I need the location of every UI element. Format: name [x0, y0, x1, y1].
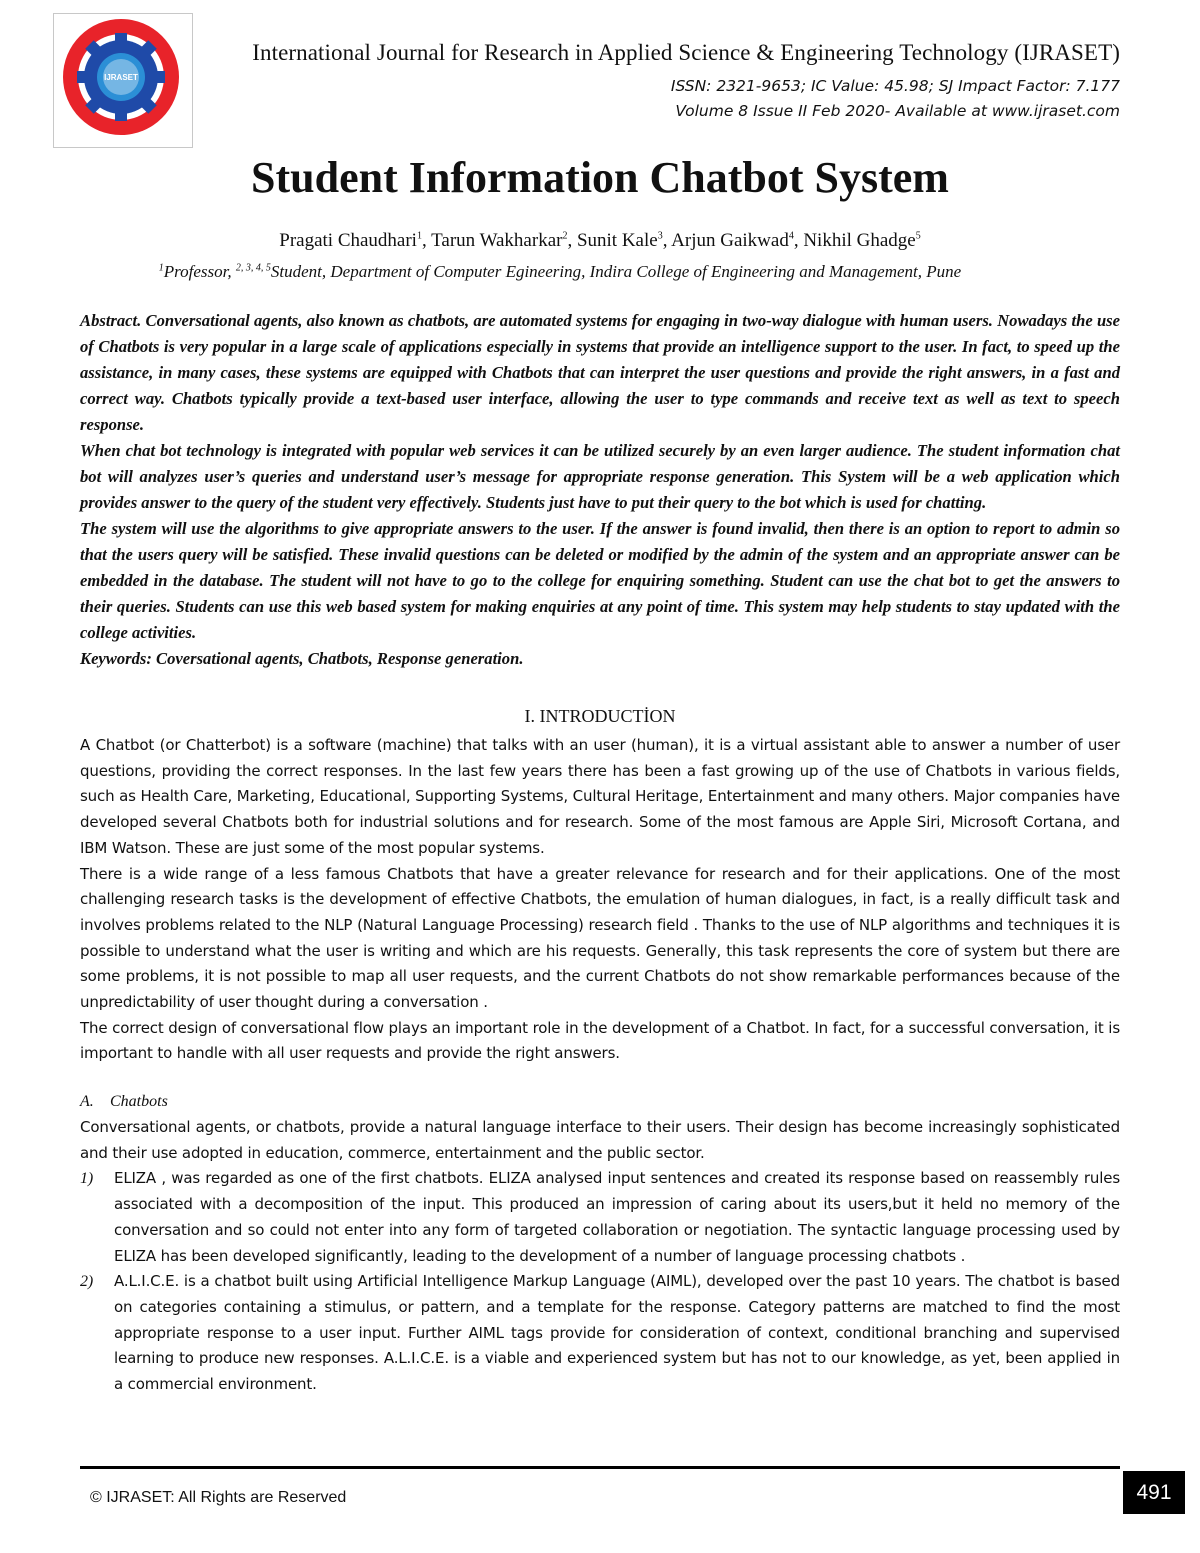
subsection-heading-chatbots: A. Chatbots	[80, 1093, 168, 1110]
introduction-body	[80, 733, 1120, 1067]
journal-logo	[53, 13, 193, 148]
issn-line: ISSN: 2321-9653; IC Value: 45.98; SJ Impact Factor: 7.177	[670, 77, 1120, 95]
logo-center-text: IJRASET	[104, 73, 138, 82]
author-name: Sunit Kale	[576, 230, 658, 251]
abstract-paragraph: When chat bot technology is integrated with popular web services it can be utilized securely by an even larger audience. The student information chat bot will analyzes user’s queries and understand user’s message for appropriate response generation. This System will be a web application which provides answer to the query of the student very effectively. Students just have to put their query to the bot which is used for chatting.	[80, 441, 1120, 512]
author-sup: 4	[788, 230, 794, 242]
author-sup: 5	[915, 230, 921, 242]
author-name: Tarun Wakharkar	[431, 230, 563, 251]
body-paragraph: A Chatbot (or Chatterbot) is a software (machine) that talks with an user (human), it is a virtual assistant able to answer a number of user questions, providing the correct responses. In the last few years there has been a fast growing up of the use of Chatbots in various fields, such as Health Care, Marketing, Educational, Supporting Systems, Cultural Heritage, Entertainment and many others. Major companies have developed several Chatbots both for industrial solutions and for research. Some of the most famous are Apple Siri, Microsoft Cortana, and IBM Watson. These are just some of the most popular systems.	[80, 736, 1120, 857]
section-heading-introduction: I. INTRODUCTİON	[524, 706, 676, 726]
affiliation: $^1$Professor, $^{2, 3, 4, 5}$Student, Department of Computer Egineering, Indira College of Engineering and Management, Pune	[158, 262, 962, 281]
list-item-number: 1)	[80, 1170, 94, 1188]
author-name: Pragati Chaudhari	[279, 230, 417, 251]
author-list: Pragati Chaudhari$^1$, Tarun Wakharkar$^2$, Sunit Kale$^3$, Arjun Gaikwad$^4$, Nikhil Ghadge$^5$	[279, 230, 921, 251]
body-paragraph: Conversational agents, or chatbots, provide a natural language interface to their users. Their design has become increasingly sophisticated and their use adopted in education, commerce, entertainment and the public sector.	[80, 1118, 1120, 1162]
abstract-paragraph: The system will use the algorithms to give appropriate answers to the user. If the answer is found invalid, then there is an option to report to admin so that the users query will be satisfied. These invalid questions can be deleted or modified by the admin of the system and an appropriate answer can be embedded in the database. The student will not have to go to the college for enquiring something. Student can use the chat bot to get the answers to their queries. Students can use this web based system for making enquiries at any point of time. This system may help students to stay updated with the college activities.	[80, 519, 1120, 642]
body-paragraph: The correct design of conversational flow plays an important role in the development of a Chatbot. In fact, for a successful conversation, it is important to handle with all user requests and provide the right answers.	[80, 1018, 1120, 1063]
list-item	[80, 1166, 1120, 1269]
list-item-text: A.L.I.C.E. is a chatbot built using Artificial Intelligence Markup Language (AIML), developed over the past 10 years. The chatbot is based on categories containing a stimulus, or pattern, and a template for the response. Category patterns are matched to find the most appropriate response to a user input. Further AIML tags provide for consideration of context, conditional branching and supervised learning to produce new responses. A.L.I.C.E. is a viable and experienced system but has not to our knowledge, as yet, been applied in a commercial environment.	[114, 1272, 1120, 1394]
author-sup: 3	[657, 230, 663, 242]
chatbots-body	[80, 1115, 1120, 1398]
ijraset-gear-logo-icon	[54, 14, 192, 147]
volume-line: Volume 8 Issue II Feb 2020- Available at www.ijraset.com	[675, 102, 1120, 120]
list-item	[80, 1269, 1120, 1398]
abstract	[80, 308, 1120, 672]
list-item-text: ELIZA , was regarded as one of the first chatbots. ELIZA analysed input sentences and created its response based on reassembly rules associated with a decomposition of the input. This produced an impression of caring about its users,but it held no memory of the conversation and so could not enter into any form of targeted collaboration or negotiation. The syntactic language processing used by ELIZA has been developed significantly, leading to the development of a number of language processing chatbots .	[114, 1169, 1120, 1265]
author-sup: 2	[562, 230, 568, 242]
keywords: Keywords: Coversational agents, Chatbots, Response generation.	[80, 649, 524, 668]
author-sup: 1	[416, 230, 422, 242]
footer-divider	[80, 1466, 1120, 1469]
footer-copyright: © IJRASET: All Rights are Reserved	[90, 1489, 347, 1506]
author-name: Nikhil Ghadge	[803, 230, 916, 251]
abstract-paragraph: Abstract. Conversational agents, also known as chatbots, are automated systems for engaging in two-way dialogue with human users. Nowadays the use of Chatbots is very popular in a large scale of applications especially in systems that provide an intelligence support to the user. In fact, to speed up the assistance, in many cases, these systems are equipped with Chatbots that can interpret the user questions and provide the right answers, in a fast and correct way. Chatbots typically provide a text-based user interface, allowing the user to type commands and receive text as well as text to speech response.	[80, 311, 1120, 434]
list-item-number: 2)	[80, 1273, 94, 1291]
page-number: 491	[1123, 1471, 1185, 1514]
author-name: Arjun Gaikwad	[671, 230, 789, 251]
body-paragraph: There is a wide range of a less famous Chatbots that have a greater relevance for research and for their applications. One of the most challenging research tasks is the development of effective Chatbots, the emulation of human dialogues, in fact, is a really difficult task and involves problems related to the NLP (Natural Language Processing) research field . Thanks to the use of NLP algorithms and techniques it is possible to understand what the user is writing and which are his requests. Generally, this task represents the core of system but there are some problems, it is not possible to map all user requests, and the current Chatbots do not show remarkable performances because of the unpredictability of user thought during a conversation .	[80, 864, 1120, 1012]
paper-title: Student Information Chatbot System	[251, 153, 949, 202]
journal-title: International Journal for Research in Applied Science & Engineering Technology (IJRASET)	[252, 40, 1120, 65]
